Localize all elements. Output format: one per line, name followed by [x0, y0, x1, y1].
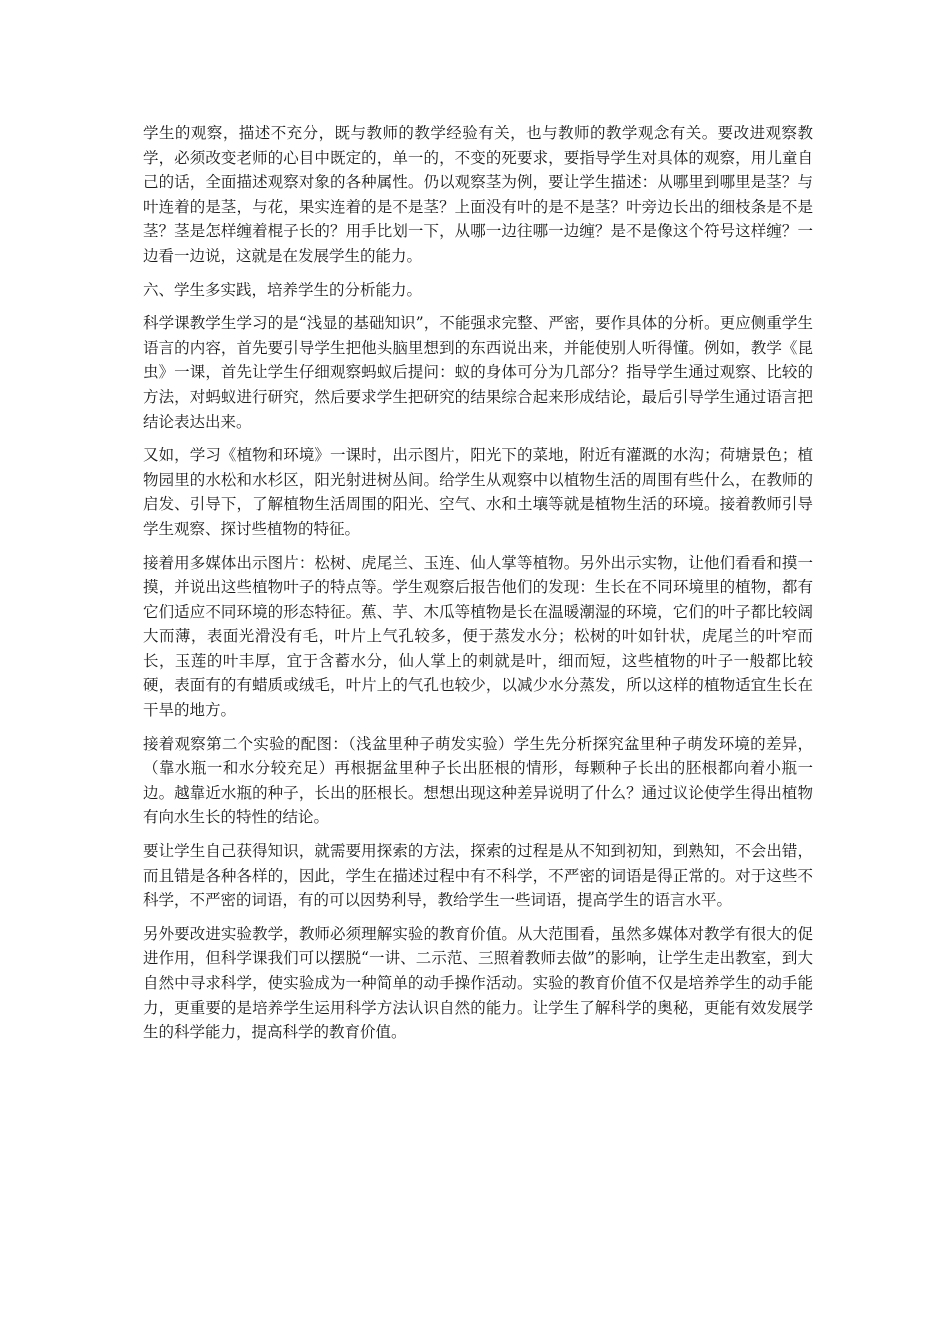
paragraph-plants-environment: 又如，学习《植物和环境》一课时，出示图片，阳光下的菜地，附近有灌溉的水沟；荷塘景色；植物园里的水松和水杉区，阳光射进树丛间。给学生从观察中以植物生活的周围有些什么，在教师的启发、引导下，了解植物生活周围的阳光、空气、水和土壤等就是植物生活的环境。接着教师引导学生观察、探讨些植物的特征。 [143, 446, 813, 538]
section-heading-practice: 六、学生多实践，培养学生的分析能力。 [143, 280, 423, 299]
paragraph-seed-experiment: 接着观察第二个实验的配图：（浅盆里种子萌发实验）学生先分析探究盆里种子萌发环境的差异，（靠水瓶一和水分较充足）再根据盆里种子长出胚根的情形，每颗种子长出的胚根都向着小瓶一边。越靠近水瓶的种子，长出的胚根长。想想出现这种差异说明了什么？通过议论使学生得出植物有向水生长的特性的结论。 [143, 734, 813, 827]
paragraph-science-basics: 科学课教学生学习的是“浅显的基础知识”，不能强求完整、严密，要作具体的分析。更应侧重学生语言的内容，首先要引导学生把他头脑里想到的东西说出来，并能使别人听得懂。例如，教学《昆虫》一课，首先让学生仔细观察蚂蚁后提问：蚁的身体可分为几部分？指导学生通过观察、比较的方法，对蚂蚁进行研究，然后要求学生把研究的结果综合起来形成结论，最后引导学生通过语言把结论表达出来。 [143, 314, 813, 431]
document-body [143, 121, 813, 1054]
paragraph-observation-teaching: 学生的观察，描述不充分，既与教师的教学经验有关，也与教师的教学观念有关。要改进观察教学，必须改变老师的心目中既定的，单一的，不变的死要求，要指导学生对具体的观察，用儿童自己的话，全面描述观察对象的各种属性。仍以观察茎为例，要让学生描述：从哪里到哪里是茎？与叶连着的是茎，与花，果实连着的是不是茎？上面没有叶的是不是茎？叶旁边长出的细枝条是不是茎？茎是怎样缠着棍子长的？用手比划一下，从哪一边往哪一边缠？是不是像这个符号这样缠？一边看一边说，这就是在发展学生的能力。 [143, 124, 813, 265]
paragraph-experiment-value: 另外要改进实验教学，教师必须理解实验的教育价值。从大范围看，虽然多媒体对教学有很大的促进作用，但科学课我们可以摆脱“一讲、二示范、三照着教师去做”的影响，让学生走出教室，到大自然中寻求科学，使实验成为一种简单的动手操作活动。实验的教育价值不仅是培养学生的动手能力，更重要的是培养学生运用科学方法认识自然的能力。让学生了解科学的奥秘，更能有效发展学生的科学能力，提高科学的教育价值。 [143, 924, 813, 1042]
paragraph-exploration-method: 要让学生自己获得知识，就需要用探索的方法，探索的过程是从不知到初知，到熟知，不会出错，而且错是各种各样的，因此，学生在描述过程中有不科学，不严密的词语是得正常的。对于这些不科学，不严密的词语，有的可以因势利导，教给学生一些词语，提高学生的语言水平。 [143, 842, 813, 910]
paragraph-multimedia-plants: 接着用多媒体出示图片：松树、虎尾兰、玉连、仙人掌等植物。另外出示实物，让他们看看和摸一摸，并说出这些植物叶子的特点等。学生观察后报告他们的发现：生长在不同环境里的植物，都有它们适应不同环境的形态特征。蕉、芋、木瓜等植物是长在温暖潮湿的环境，它们的叶子都比较阔大而薄，表面光滑没有毛，叶片上气孔较多，便于蒸发水分；松树的叶如针状，虎尾兰的叶窄而长，玉莲的叶丰厚，宜于含蓄水分，仙人掌上的刺就是叶，细而短，这些植物的叶子一般都比较硬，表面有的有蜡质或绒毛，叶片上的气孔也较少，以减少水分蒸发，所以这样的植物适宜生长在干旱的地方。 [143, 553, 813, 720]
